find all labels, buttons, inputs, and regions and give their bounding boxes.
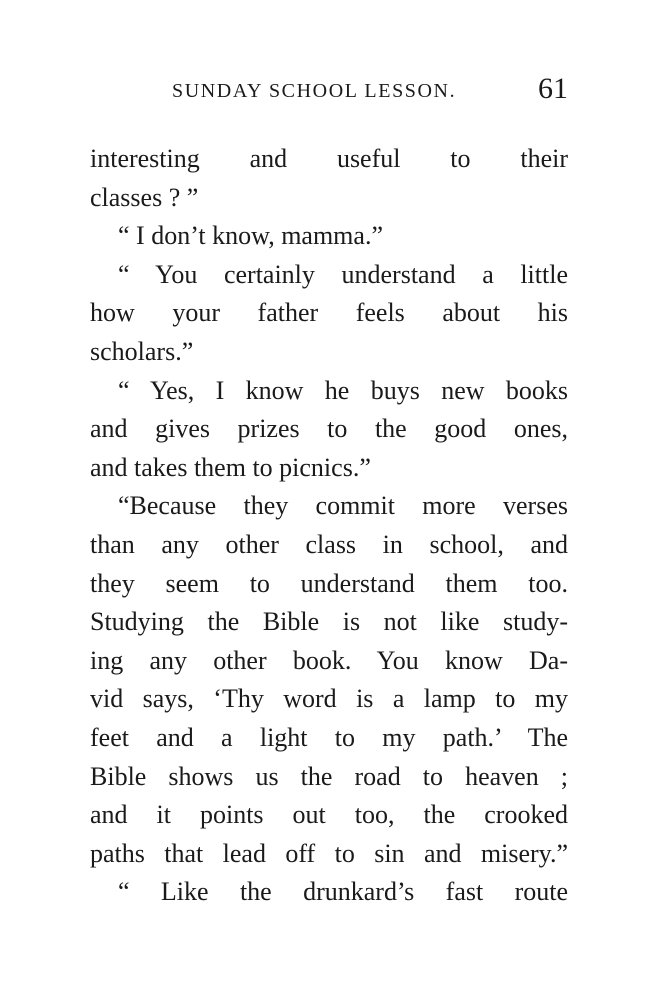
text-line: classes ? ” [90, 182, 199, 212]
page-number: 61 [538, 72, 568, 105]
text-line: “ I don’t know, mamma.” [118, 221, 383, 251]
text-line: Bible shows us the road to heaven ; [90, 761, 568, 791]
text-line: scholars.” [90, 336, 194, 366]
text-line: how your father feels about his [90, 298, 568, 328]
body-text [90, 140, 568, 912]
text-line: and takes them to picnics.” [90, 452, 371, 482]
text-line: paths that lead off to sin and misery.” [90, 838, 568, 868]
text-line: “ Yes, I know he buys new books [118, 375, 568, 405]
text-line: and gives prizes to the good ones, [90, 414, 568, 444]
text-line: feet and a light to my path.’ The [90, 722, 568, 752]
text-line: vid says, ‘Thy word is a lamp to my [90, 684, 568, 714]
text-line: interesting and useful to their [90, 144, 568, 173]
text-line: than any other class in school, and [90, 529, 568, 559]
text-line: ing any other book. You know Da- [90, 645, 568, 675]
running-title: SUNDAY SCHOOL LESSON. [172, 80, 457, 102]
text-line: “Because they commit more verses [118, 491, 568, 521]
text-line: and it points out too, the crooked [90, 800, 568, 830]
text-line: they seem to understand them too. [90, 568, 568, 598]
running-head [90, 72, 570, 112]
text-line: “ You certainly understand a little [118, 259, 568, 289]
text-line: Studying the Bible is not like study- [90, 607, 568, 637]
text-line: “ Like the drunkard’s fast route [118, 877, 568, 907]
